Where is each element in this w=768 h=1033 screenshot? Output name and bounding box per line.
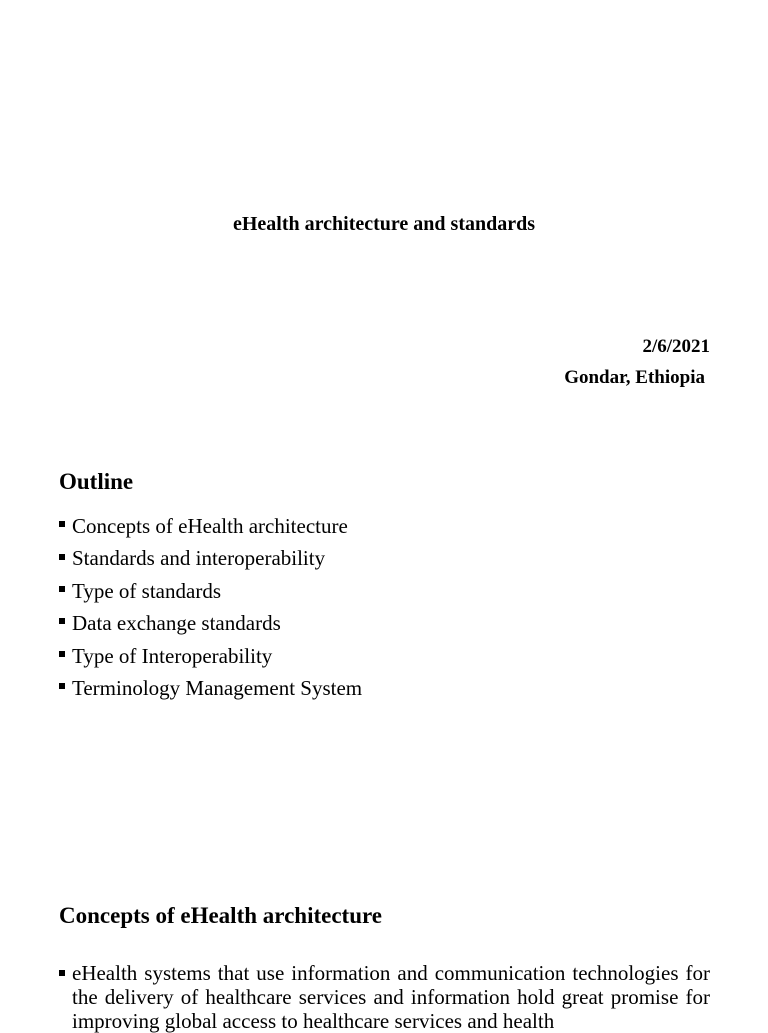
- outline-item-text: Type of standards: [72, 578, 221, 603]
- outline-item-text: Concepts of eHealth architecture: [72, 514, 348, 538]
- square-bullet-icon: [59, 586, 65, 592]
- square-bullet-icon: [59, 521, 65, 527]
- outline-item: [59, 510, 362, 542]
- square-bullet-icon: [59, 554, 65, 560]
- outline-item: [59, 607, 362, 639]
- outline-item: [59, 542, 362, 574]
- square-bullet-icon: [59, 970, 65, 976]
- date-label: 2/6/2021: [642, 336, 710, 357]
- location-label: Gondar, Ethiopia: [564, 367, 705, 388]
- outline-list: [59, 510, 362, 704]
- outline-heading: Outline: [59, 469, 134, 494]
- square-bullet-icon: [59, 651, 65, 657]
- document-title: eHealth architecture and standards: [232, 213, 536, 235]
- outline-item-text: Type of Interoperability: [72, 643, 273, 668]
- outline-item-text: Standards and interoperability: [72, 546, 326, 571]
- outline-item: [59, 640, 362, 672]
- square-bullet-icon: [59, 683, 65, 689]
- outline-item-text: Terminology Management System: [72, 675, 363, 700]
- outline-item: [59, 575, 362, 607]
- outline-item-text: Data exchange standards: [72, 611, 281, 636]
- concepts-heading: Concepts of eHealth architecture: [59, 903, 382, 928]
- outline-item: [59, 672, 362, 704]
- square-bullet-icon: [59, 618, 65, 624]
- title-meta: [564, 331, 710, 393]
- concepts-paragraph: [59, 961, 710, 1033]
- concepts-paragraph-text: eHealth systems that use information and communication technologies for the delivery of healthcare services and information hold great promise for improving global access to healthcare services and health: [72, 961, 710, 1033]
